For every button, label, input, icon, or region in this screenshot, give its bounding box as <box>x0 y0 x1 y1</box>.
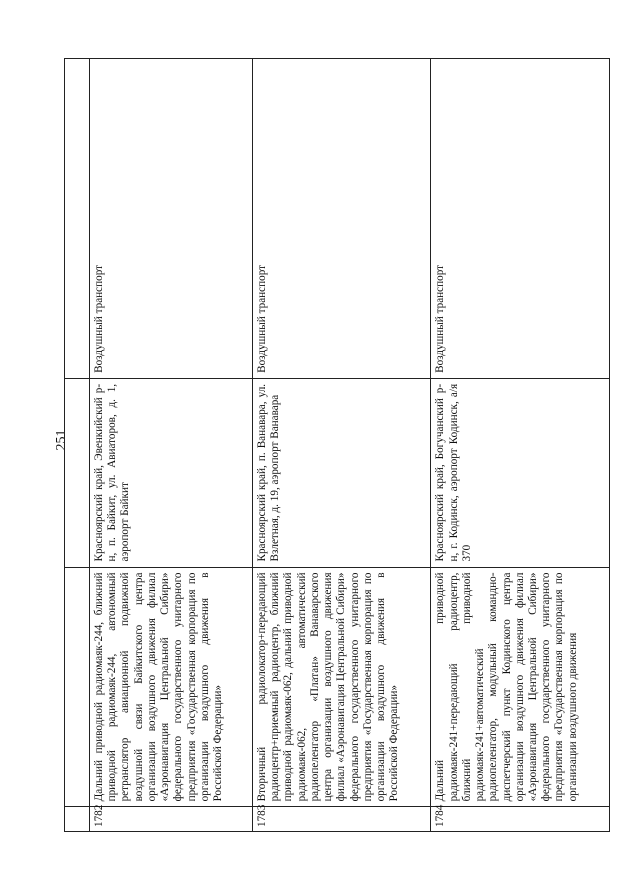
page-number: 251 <box>54 429 69 451</box>
facility-name: Дальний приводной радиомаяк-241+передающий радиоцентр, ближний приводной радиомаяк-241+автоматический радиопеленгатор, модульный командно-диспетчерский пункт Кодинского центра организации воздушного движения филиал «Аэронавигация Центральной Сибири» федерального государственного унитарного предприятия «Государственная корпорация по организации воздушного движения <box>431 567 610 807</box>
row-number: 1782 <box>90 807 253 832</box>
facility-name: Дальний приводной радиомаяк-244, ближний приводной радиомаяк-244, автономный ретранслятор авиационной подвижной воздушной связи Байкитского центра организации воздушного движения филиал «Аэронавигация Центральной Сибири» федерального государственного унитарного предприятия «Государственная корпорация по организации воздушного движения в Российской Федерации» <box>90 567 253 807</box>
facility-address: Красноярский край, Богучанский р-н, г. Кодинск, аэропорт Кодинск, а/я 370 <box>431 378 610 567</box>
facility-address: Красноярский край, п. Ванавара, ул. Взлетная, д. 19, аэропорт Ванавара <box>253 378 431 567</box>
registry-table-wrapper <box>64 58 610 832</box>
facility-address: Красноярский край, Эвенкийский р-н, п. Байкит, ул. Авиаторов, д. 1, аэропорт Байкит <box>90 378 253 567</box>
table-row <box>90 59 253 832</box>
table-top-border-row <box>65 59 90 832</box>
facility-name: Вторичный радиолокатор+передающий радиоцентр+приемный радиоцентр, ближний приводной радиомаяк-062, дальний приводной радиомаяк-062, автоматический радиопеленгатор «Платан» Ванаварского центра организации воздушного движения филиал «Аэронавигация Центральной Сибири» федерального государственного унитарного предприятия «Государственная корпорация по организации воздушного движения в Российской Федерации» <box>253 567 431 807</box>
transport-type: Воздушный транспорт <box>431 59 610 379</box>
blank-cell <box>65 567 90 807</box>
blank-cell <box>65 59 90 379</box>
row-number: 1783 <box>253 807 431 832</box>
transport-type: Воздушный транспорт <box>253 59 431 379</box>
blank-cell <box>65 807 90 832</box>
registry-table <box>64 58 610 832</box>
blank-cell <box>65 378 90 567</box>
registry-table-rotated <box>64 58 610 832</box>
transport-type: Воздушный транспорт <box>90 59 253 379</box>
table-row <box>253 59 431 832</box>
row-number: 1784 <box>431 807 610 832</box>
table-row <box>431 59 610 832</box>
